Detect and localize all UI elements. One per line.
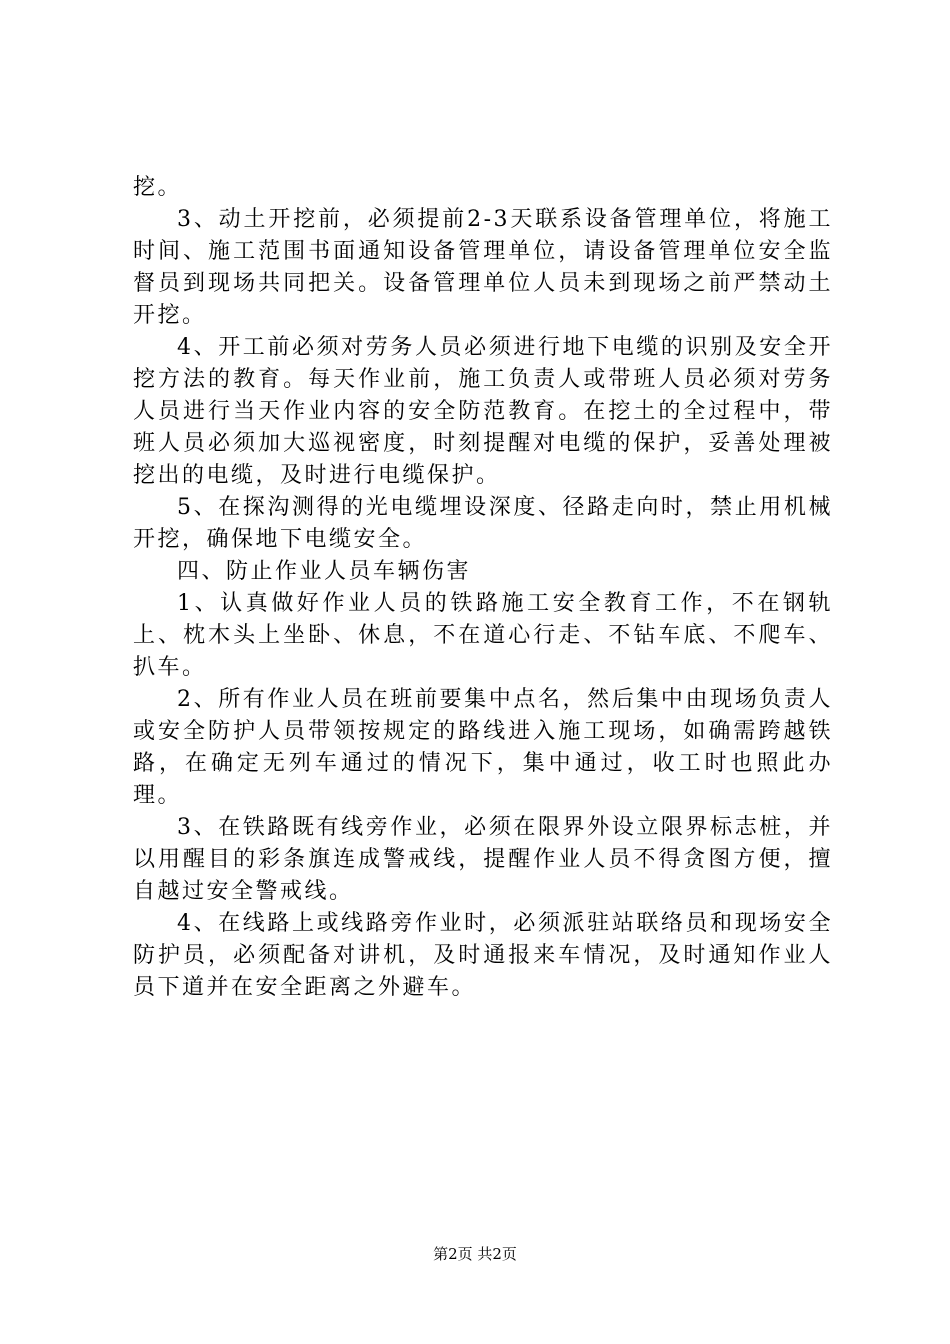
paragraph-item-4: 4、开工前必须对劳务人员必须进行地下电缆的识别及安全开挖方法的教育。每天作业前，施工负责人或带班人员必须对劳务人员进行当天作业内容的安全防范教育。在挖土的全过程中，带班人员必须加大巡视密度，时刻提醒对电缆的保护，妥善处理被挖出的电缆，及时进行电缆保护。 <box>133 335 833 488</box>
paragraph-section4-item-2: 2、所有作业人员在班前要集中点名，然后集中由现场负责人或安全防护人员带领按规定的路线进入施工现场，如确需跨越铁路，在确定无列车通过的情况下，集中通过，收工时也照此办理。 <box>133 687 833 808</box>
paragraph-section4-item-1: 1、认真做好作业人员的铁路施工安全教育工作，不在钢轨上、枕木头上坐卧、休息，不在道心行走、不钻车底、不爬车、扒车。 <box>133 591 833 680</box>
paragraph-item-3: 3、动土开挖前，必须提前2-3天联系设备管理单位，将施工时间、施工范围书面通知设备管理单位，请设备管理单位安全监督员到现场共同把关。设备管理单位人员未到现场之前严禁动土开挖。 <box>133 207 833 328</box>
section-heading-4: 四、防止作业人员车辆伤害 <box>177 559 472 584</box>
paragraph-continuation: 挖。 <box>133 175 183 200</box>
document-body <box>133 172 833 1004</box>
paragraph-section4-item-4: 4、在线路上或线路旁作业时，必须派驻站联络员和现场安全防护员，必须配备对讲机，及时通报来车情况，及时通知作业人员下道并在安全距离之外避车。 <box>133 911 833 1000</box>
paragraph-section4-item-3: 3、在铁路既有线旁作业，必须在限界外设立限界标志桩，并以用醒目的彩条旗连成警戒线，提醒作业人员不得贪图方便，擅自越过安全警戒线。 <box>133 815 833 904</box>
page-number-footer: 第2页 共2页 <box>433 1245 517 1263</box>
paragraph-item-5: 5、在探沟测得的光电缆埋设深度、径路走向时，禁止用机械开挖，确保地下电缆安全。 <box>133 495 833 552</box>
